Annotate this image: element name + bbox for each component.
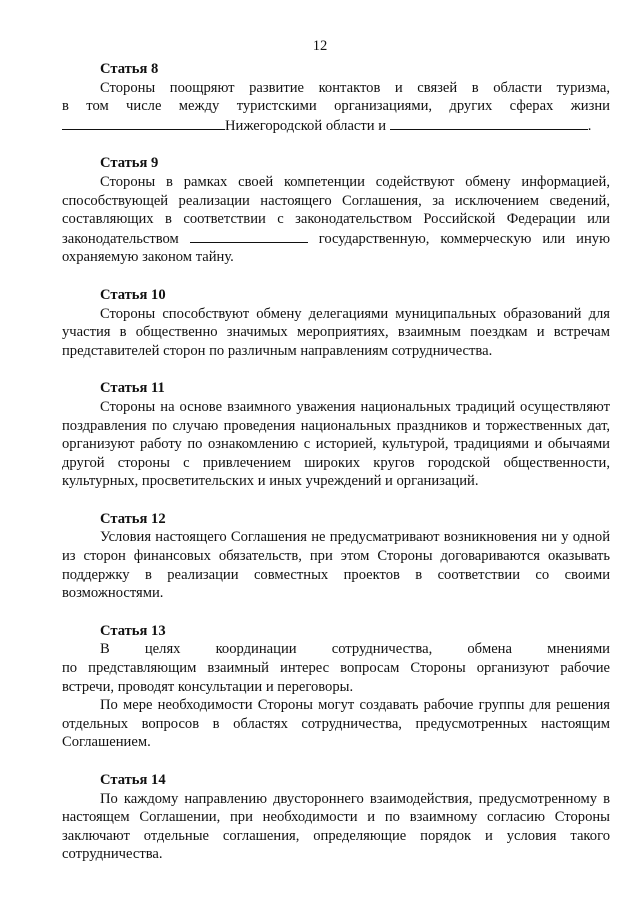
- article-9: [62, 154, 610, 267]
- article-heading: Статья 12: [100, 510, 166, 527]
- article-heading: Статья 11: [100, 380, 165, 397]
- article-text: [62, 173, 610, 267]
- article-8: [62, 60, 610, 135]
- article-text: Стороны способствуют обмену делегациями муниципальных образований для участия в общественно значимых мероприятиях, взаимным поездкам и встречам представителей сторон по различным направлениям сотрудничества.: [62, 305, 610, 359]
- blank-line: [390, 116, 588, 130]
- article-heading: Статья 8: [100, 61, 159, 77]
- article-text: По мере необходимости Стороны могут создавать рабочие группы для решения отдельных вопросов в областях сотрудничества, предусмотренных настоящим Соглашением.: [62, 697, 610, 751]
- document-body: [62, 60, 610, 883]
- article-text: В целях координации сотрудничества, обмена мнениями: [100, 641, 610, 658]
- article-14: [62, 771, 610, 864]
- article-10: [62, 286, 610, 360]
- article-text: [62, 116, 610, 136]
- article-text: Стороны поощряют развитие контактов и связей в области туризма,: [100, 79, 610, 96]
- article-text: По каждому направлению двустороннего взаимодействия, предусмотренному в настоящем Соглашении, при необходимости и по взаимному согласию Стороны заключают отдельные соглашения, определяющие порядок и условия такого сотрудничества.: [62, 790, 610, 863]
- article-text-end: .: [587, 117, 592, 134]
- article-text-before: Стороны в рамках своей компетенции содействуют обмену информацией, способствующей реализации настоящего Соглашения, за исключением сведений, составляющих в соответствии с законодательством Российской Федерации или законодательством: [62, 173, 610, 247]
- article-11: [62, 379, 610, 491]
- blank-line: [62, 116, 225, 130]
- article-heading: Статья 14: [100, 772, 166, 788]
- article-heading: Статья 9: [100, 155, 159, 172]
- page-number: 12: [312, 38, 328, 54]
- article-text-mid: Нижегородской области и: [225, 117, 387, 134]
- article-text: Стороны на основе взаимного уважения национальных традиций осуществляют поздравления по случаю проведения национальных праздников и торжественных дат, организуют работу по ознакомлению с историей, культурой, традициями и обычаями другой стороны с привлечением широких кругов городской общественности, культурных, просветительских и иных учреждений и организаций.: [62, 398, 610, 490]
- article-text: по представляющим взаимный интерес вопросам Стороны организуют рабочие встречи, проводят консультации и переговоры.: [62, 660, 610, 695]
- article-heading: Статья 13: [100, 622, 166, 639]
- article-13: [62, 622, 610, 752]
- article-text: Условия настоящего Соглашения не предусматривают возникновения ни у одной из сторон финансовых обязательств, при этом Стороны договариваются оказывать поддержку в реализации совместных проектов в соответствии со своими возможностями.: [62, 529, 610, 602]
- article-text-after: государственную, коммерческую или иную охраняемую законом тайну.: [62, 230, 610, 266]
- article-heading: Статья 10: [100, 286, 166, 303]
- article-12: [62, 510, 610, 603]
- article-text: в том числе между туристскими организациями, других сферах жизни: [62, 98, 610, 115]
- blank-line: [190, 229, 308, 243]
